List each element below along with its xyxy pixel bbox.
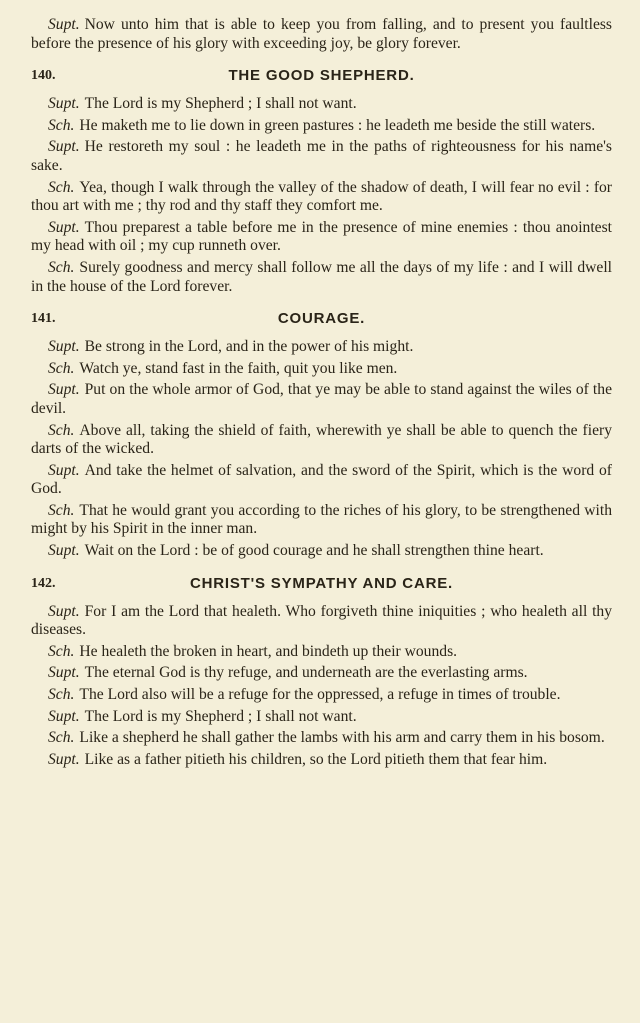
verse-text: That he would grant you according to the riches of his glory, to be strengthened with might by his Spirit in the inner man.: [31, 501, 612, 538]
speaker-label: Supt.: [48, 138, 80, 156]
section-number: 142.: [31, 575, 56, 591]
verse-paragraph: [31, 381, 612, 418]
verse-paragraph: [31, 708, 612, 727]
speaker-label: Supt.: [48, 338, 80, 356]
verse-text: Wait on the Lord : be of good courage and he shall strengthen thine heart.: [84, 542, 544, 560]
verse-text: Surely goodness and mercy shall follow me all the days of my life : and I will dwell in the house of the Lord forever.: [31, 258, 612, 295]
verse-text: Now unto him that is able to keep you from falling, and to present you faultless before the presence of his glory with exceeding joy, be glory forever.: [31, 16, 612, 52]
verse-paragraph: [31, 686, 612, 705]
speaker-label: Supt.: [48, 707, 80, 725]
speaker-label: Sch.: [48, 686, 75, 704]
speaker-label: Supt.: [48, 381, 80, 399]
verse-text: Yea, though I walk through the valley of the shadow of death, I will fear no evil : for thou art with me ; thy rod and thy staff they comfort me.: [31, 178, 612, 215]
verse-paragraph: [31, 502, 612, 539]
section-heading: [31, 65, 612, 87]
verse-text: Above all, taking the shield of faith, wherewith ye shall be able to quench the fiery darts of the wicked.: [31, 421, 612, 458]
verse-paragraph: [31, 542, 612, 561]
reading-section: [31, 308, 612, 561]
speaker-label: Sch.: [48, 258, 75, 276]
verse-paragraph: [31, 664, 612, 683]
speaker-label: Supt.: [48, 218, 80, 236]
section-heading: [31, 573, 612, 595]
speaker-label: Supt.: [48, 16, 80, 33]
verse-paragraph: [31, 259, 612, 296]
reading-section: [31, 573, 612, 770]
verse-paragraph: [31, 422, 612, 459]
section-heading: [31, 308, 612, 330]
section-title: COURAGE.: [277, 310, 366, 328]
speaker-label: Sch.: [48, 729, 75, 747]
verse-paragraph: [31, 462, 612, 499]
verse-text: Like a shepherd he shall gather the lambs with his arm and carry them in his bosom.: [79, 729, 605, 747]
verse-text: The eternal God is thy refuge, and underneath are the everlasting arms.: [84, 664, 528, 682]
responsive-readings: [31, 65, 612, 769]
speaker-label: Sch.: [48, 178, 75, 196]
verse-text: He healeth the broken in heart, and bindeth up their wounds.: [79, 642, 458, 660]
verse-text: He restoreth my soul : he leadeth me in the paths of righteousness for his name's sake.: [31, 138, 612, 174]
verse-text: The Lord also will be a refuge for the oppressed, a refuge in times of trouble.: [79, 686, 561, 704]
verse-paragraph: [31, 338, 612, 357]
section-number: 141.: [31, 311, 56, 327]
verse-text: And take the helmet of salvation, and the sword of the Spirit, which is the word of God.: [31, 461, 612, 498]
reading-section: [31, 65, 612, 296]
verse-paragraph: [31, 219, 612, 256]
speaker-label: Sch.: [48, 359, 75, 377]
verse-paragraph: [31, 16, 612, 53]
speaker-label: Sch.: [48, 116, 75, 134]
speaker-label: Supt.: [48, 542, 80, 560]
verse-paragraph: [31, 751, 612, 770]
section-number: 140.: [31, 68, 56, 84]
verse-paragraph: [31, 643, 612, 662]
verse-paragraph: [31, 603, 612, 640]
verse-text: Watch ye, stand fast in the faith, quit you like men.: [79, 359, 398, 377]
verse-paragraph: [31, 360, 612, 379]
speaker-label: Supt.: [48, 750, 80, 768]
verse-text: Put on the whole armor of God, that ye may be able to stand against the wiles of the devil.: [31, 381, 612, 417]
section-title: THE GOOD SHEPHERD.: [228, 67, 415, 85]
verse-text: The Lord is my Shepherd ; I shall not want.: [84, 707, 357, 725]
verse-paragraph: [31, 179, 612, 216]
speaker-label: Sch.: [48, 501, 75, 519]
verse-paragraph: [31, 95, 612, 114]
speaker-label: Supt.: [48, 664, 80, 682]
speaker-label: Sch.: [48, 421, 75, 439]
section-title: CHRIST'S SYMPATHY AND CARE.: [190, 574, 453, 592]
verse-text: Be strong in the Lord, and in the power of his might.: [84, 338, 414, 356]
verse-text: For I am the Lord that healeth. Who forgiveth thine iniquities ; who healeth all thy diseases.: [31, 602, 612, 639]
speaker-label: Supt.: [48, 602, 80, 620]
verse-paragraph: [31, 138, 612, 175]
verse-text: Like as a father pitieth his children, so the Lord pitieth them that fear him.: [84, 750, 548, 768]
intro-block: [31, 16, 612, 53]
speaker-label: Supt.: [48, 95, 80, 113]
speaker-label: Supt.: [48, 461, 80, 479]
verse-text: He maketh me to lie down in green pastures : he leadeth me beside the still waters.: [79, 116, 596, 134]
verse-text: The Lord is my Shepherd ; I shall not want.: [84, 95, 357, 113]
verse-text: Thou preparest a table before me in the presence of mine enemies : thou anointest my head with oil ; my cup runneth over.: [31, 218, 612, 255]
verse-paragraph: [31, 117, 612, 136]
speaker-label: Sch.: [48, 642, 75, 660]
verse-paragraph: [31, 729, 612, 748]
